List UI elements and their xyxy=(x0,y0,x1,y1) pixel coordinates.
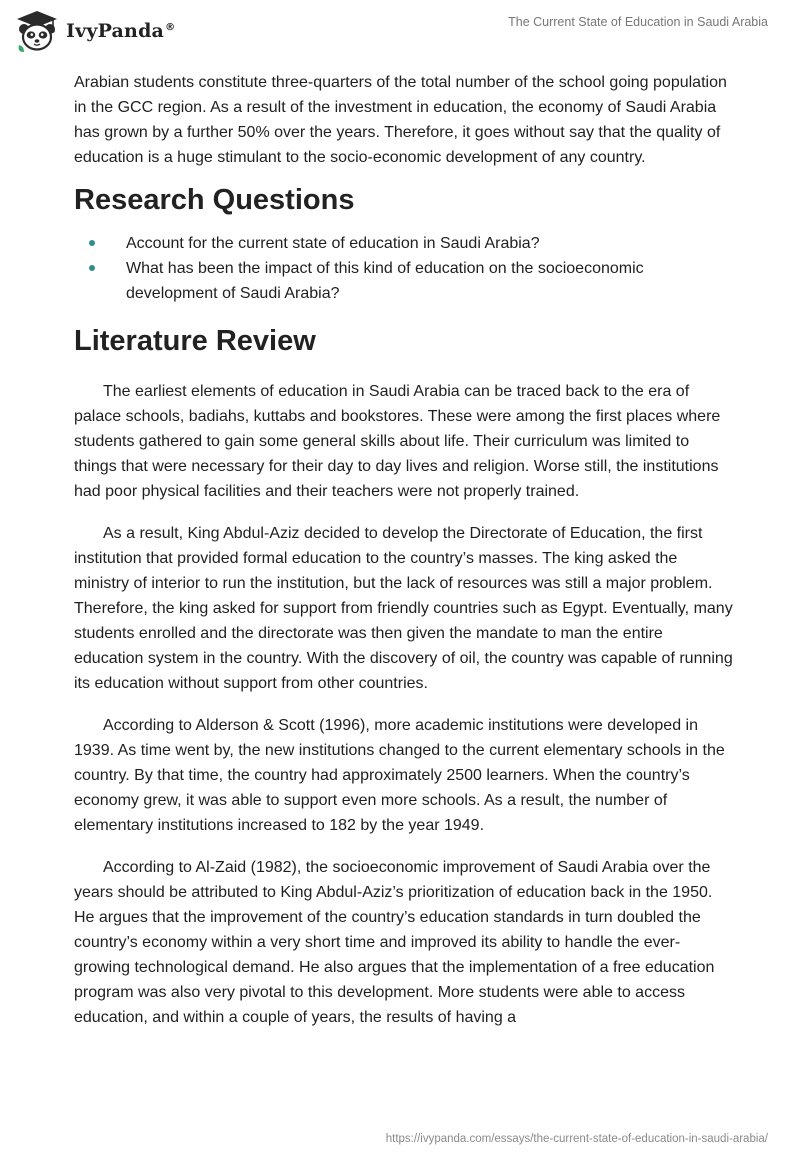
page-header xyxy=(0,0,800,60)
panda-graduate-icon xyxy=(14,8,60,54)
research-questions-heading: Research Questions xyxy=(74,184,355,216)
list-item xyxy=(74,231,734,256)
bullet-icon xyxy=(89,240,95,246)
literature-paragraph: As a result, King Abdul-Aziz decided to develop the Directorate of Education, the first institution that provided formal education to the country’s masses. The king asked the ministry of interior to run the institution, but the lack of resources was still a major problem. Therefore, the king asked for support from friendly countries such as Egypt. Eventually, many students enrolled and the directorate was then given the mandate to man the entire education system in the country. With the discovery of oil, the country was capable of running its education without support from other countries. xyxy=(74,525,733,692)
literature-paragraph: The earliest elements of education in Saudi Arabia can be traced back to the era of palace schools, badiahs, kuttabs and bookstores. These were among the first places where students gathered to gain some general skills about life. Their curriculum was limited to things that were necessary for their day to day lives and religion. Worse still, the institutions had poor physical facilities and their teachers were not properly trained. xyxy=(74,383,721,500)
list-item-text: What has been the impact of this kind of education on the socioeconomic development of Saudi Arabia? xyxy=(126,260,644,302)
ivypanda-logo[interactable] xyxy=(14,8,175,54)
list-item xyxy=(74,256,734,306)
intro-paragraph: Arabian students constitute three-quarters of the total number of the school going population in the GCC region. As a result of the investment in education, the economy of Saudi Arabia has grown by a further 50% over the years. Therefore, it goes without say that the quality of education is a huge stimulant to the socio-economic development of any country. xyxy=(74,74,727,166)
literature-review-heading: Literature Review xyxy=(74,325,316,357)
essay-content xyxy=(74,70,734,1047)
source-url[interactable]: https://ivypanda.com/essays/the-current-state-of-education-in-saudi-arabia/ xyxy=(385,1133,768,1145)
research-questions-list xyxy=(74,231,734,306)
bullet-icon xyxy=(89,265,95,271)
logo-text: IvyPanda® xyxy=(66,20,176,42)
list-item-text: Account for the current state of education in Saudi Arabia? xyxy=(126,235,540,252)
document-title: The Current State of Education in Saudi Arabia xyxy=(508,15,768,29)
literature-paragraph: According to Alderson & Scott (1996), more academic institutions were developed in 1939. As time went by, the new institutions changed to the current elementary schools in the country. By that time, the country had approximately 2500 learners. When the country’s economy grew, it was able to support even more schools. As a result, the number of elementary institutions increased to 182 by the year 1949. xyxy=(74,717,725,834)
literature-paragraph: According to Al-Zaid (1982), the socioeconomic improvement of Saudi Arabia over the years should be attributed to King Abdul-Aziz’s prioritization of education back in the 1950. He argues that the improvement of the country’s education standards in turn doubled the country’s economy within a very short time and improved its ability to handle the ever-growing technological demand. He also argues that the implementation of a free education program was also very pivotal to this development. More students were able to access education, and within a couple of years, the results of having a xyxy=(74,859,715,1026)
